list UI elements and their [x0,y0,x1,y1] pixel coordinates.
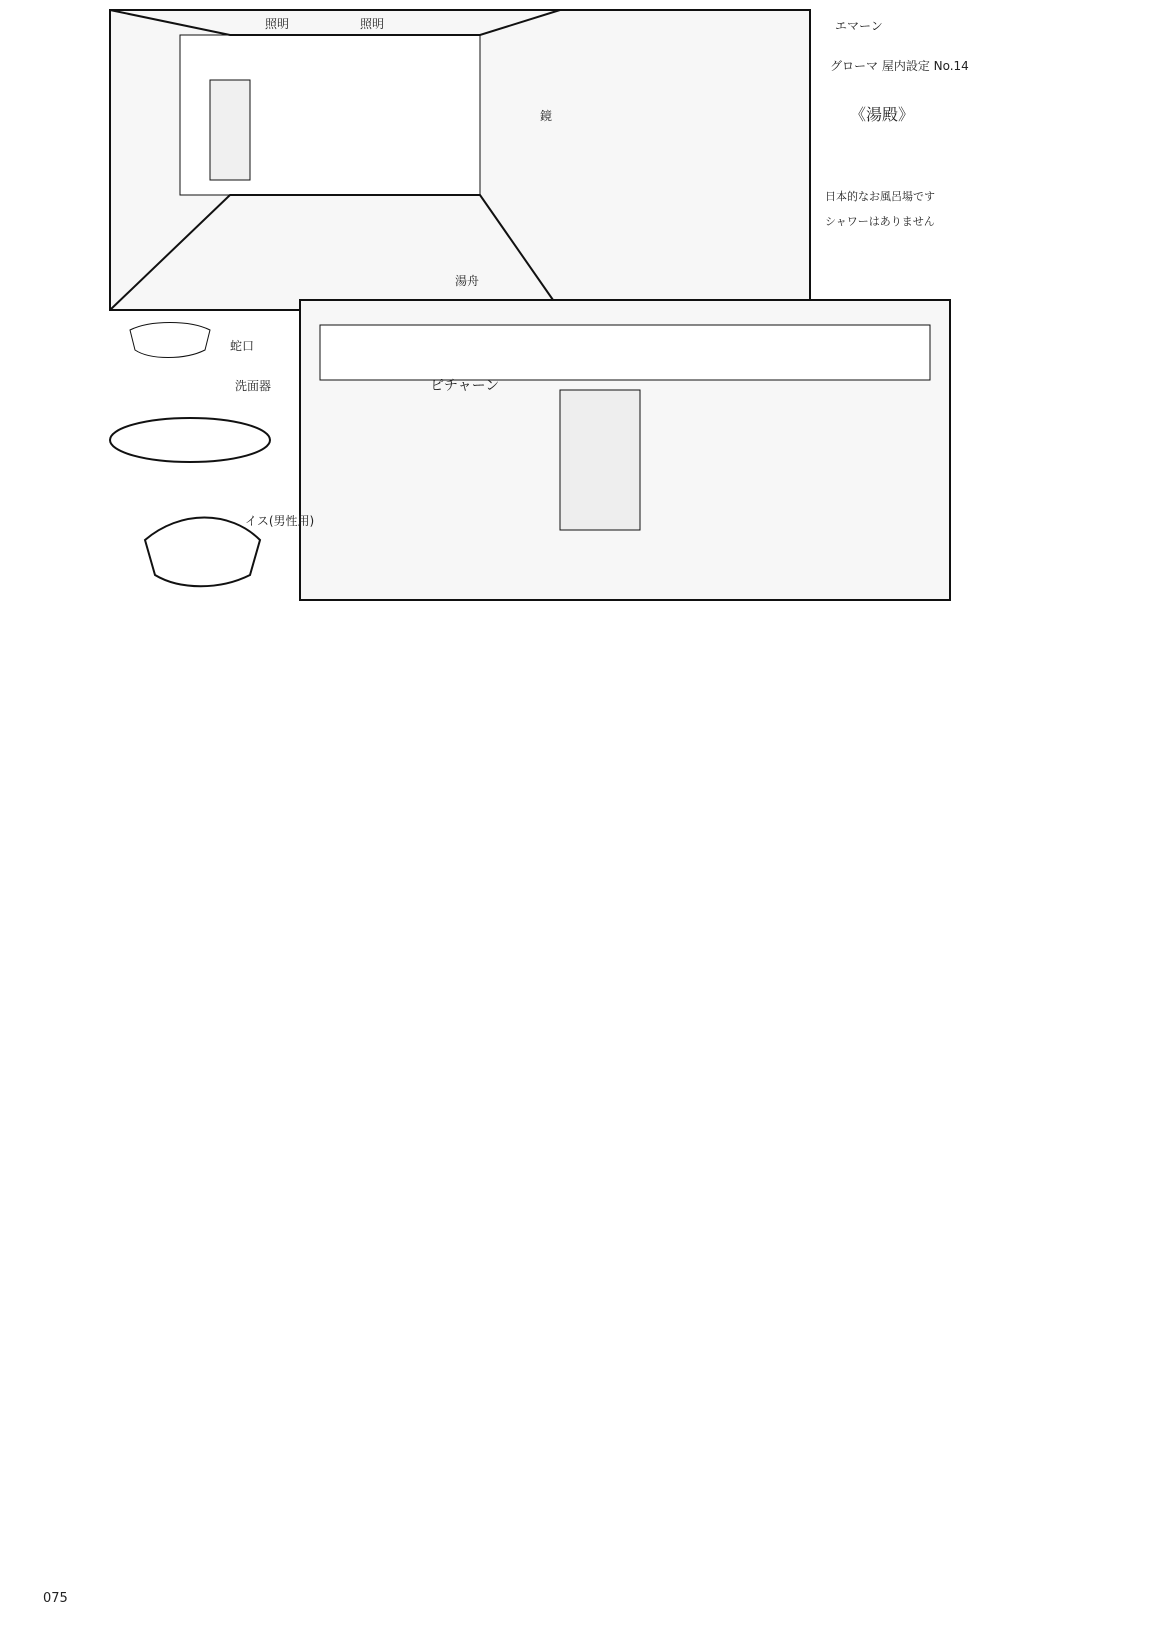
artwork-note-2: シャワーはありません [825,215,935,228]
artwork-illustration [0,0,1156,640]
artwork-room-name: 《湯殿》 [850,105,915,124]
text-columns [60,655,1050,1555]
panel-notes [825,19,969,228]
panel-lower-right [300,300,950,600]
label-stool: イス(男性用) [245,514,315,528]
label-light-1: 照明 [265,17,290,31]
panel-props [110,323,314,587]
label-mirror: 鏡 [540,109,553,123]
panel-upper-left [110,10,810,310]
label-light-2: 照明 [360,17,385,31]
label-tub: 湯舟 [455,274,480,288]
label-faucet: 蛇口 [230,339,255,353]
sfx-drip: ピチャーン [430,378,500,394]
artwork-title: グローマ 屋内設定 No.14 [830,59,969,73]
artwork-category: エマーン [835,19,883,33]
label-basin: 洗面器 [235,379,272,393]
page-number: 075 [43,1591,68,1606]
artwork-note-1: 日本的なお風呂場です [825,190,935,203]
